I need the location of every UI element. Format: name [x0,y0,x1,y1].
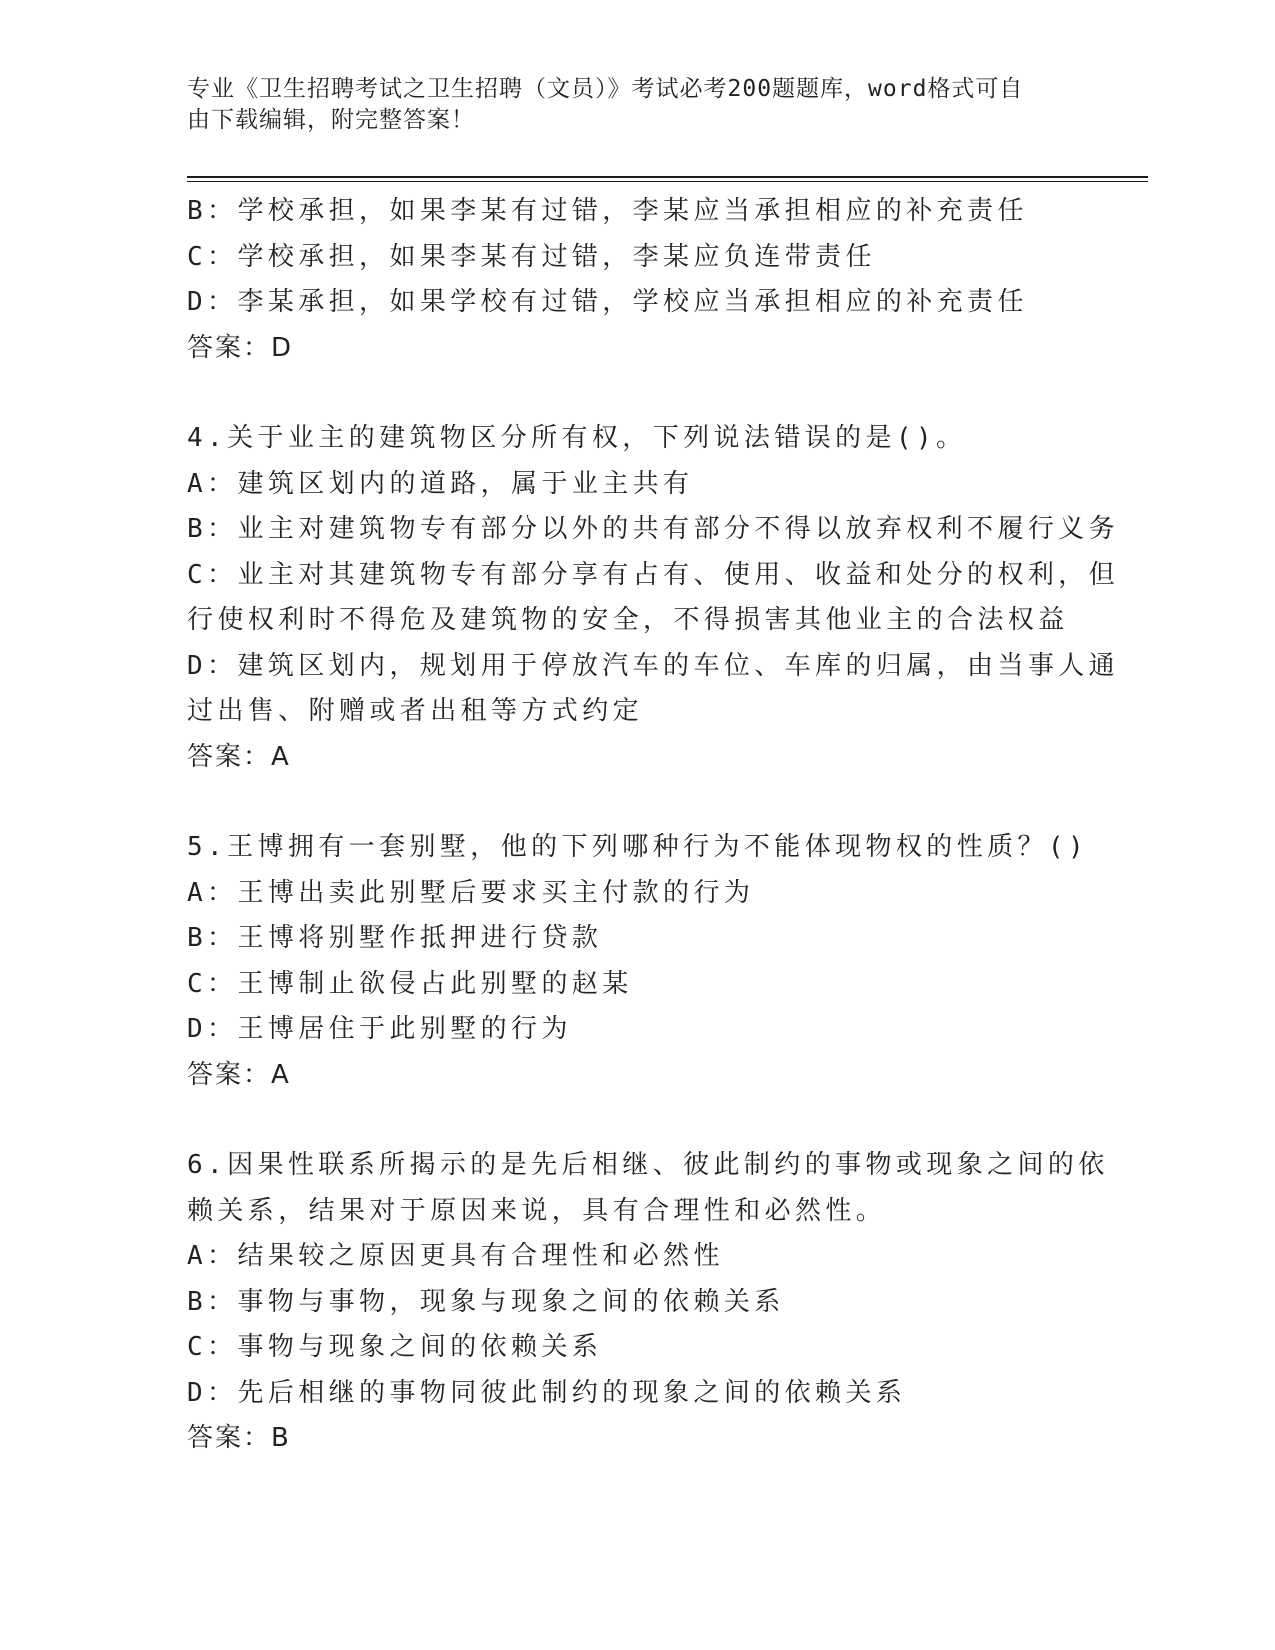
q5-option-a: A：王博出卖此别墅后要求买主付款的行为 [187,877,755,908]
header-divider-thin [187,181,1148,182]
q4-option-c-line-2: 行使权利时不得危及建筑物的安全，不得损害其他业主的合法权益 [187,605,1069,635]
spacer [187,780,1087,825]
question-content [187,189,1120,1462]
q3-option-b: B：学校承担，如果李某有过错，李某应当承担相应的补充责任 [187,196,1028,226]
q6-stem-line-2: 赖关系，结果对于原因来说，具有合理性和必然性。 [187,1195,887,1226]
q3-answer: 答案：D [187,332,294,363]
q6-option-d: D：先后相继的事物同彼此制约的现象之间的依赖关系 [187,1377,907,1408]
q4-option-a: A：建筑区划内的道路，属于业主共有 [187,468,694,499]
q4-answer: 答案：A [187,741,291,772]
q3-option-d: D：李某承担，如果学校有过错，学校应当承担相应的补充责任 [187,287,1028,317]
q5-stem: 5.王博拥有一套别墅，他的下列哪种行为不能体现物权的性质？() [187,832,1089,862]
document-header [187,74,1067,136]
q4-option-b: B：业主对建筑物专有部分以外的共有部分不得以放弃权利不履行义务 [187,514,1120,544]
question-3-block [187,189,1087,371]
q6-stem-line-1: 6.因果性联系所揭示的是先后相继、彼此制约的事物或现象之间的依 [187,1150,1109,1180]
question-4-block [187,416,1120,780]
q6-option-b: B：事物与事物，现象与现象之间的依赖关系 [187,1286,785,1317]
q6-option-c: C：事物与现象之间的依赖关系 [187,1332,603,1362]
q5-option-b: B：王博将别墅作抵押进行贷款 [187,923,603,953]
question-5-block [187,825,1087,1098]
q6-option-a: A：结果较之原因更具有合理性和必然性 [187,1241,724,1271]
header-divider-thick [187,176,1148,178]
q4-stem: 4.关于业主的建筑物区分所有权，下列说法错误的是()。 [187,423,967,453]
q3-option-c: C：学校承担，如果李某有过错，李某应负连带责任 [187,241,876,272]
q4-option-c-line-1: C：业主对其建筑物专有部分享有占有、使用、收益和处分的权利，但 [187,559,1120,590]
q4-option-d-line-1: D：建筑区划内，规划用于停放汽车的车位、车库的归属，由当事人通 [187,650,1120,681]
spacer [187,371,1087,416]
q4-option-d-line-2: 过出售、附赠或者出租等方式约定 [187,696,644,726]
header-line-1: 专业《卫生招聘考试之卫生招聘（文员）》考试必考200题题库，word格式可自 [187,76,1024,102]
q5-option-c: C：王博制止欲侵占此别墅的赵某 [187,968,633,999]
q6-answer: 答案：B [187,1423,291,1453]
q5-option-d: D：王博居住于此别墅的行为 [187,1014,572,1044]
spacer [187,1098,1087,1143]
question-6-block [187,1143,1109,1462]
header-line-2: 由下载编辑，附完整答案！ [187,107,475,133]
q5-answer: 答案：A [187,1059,291,1090]
